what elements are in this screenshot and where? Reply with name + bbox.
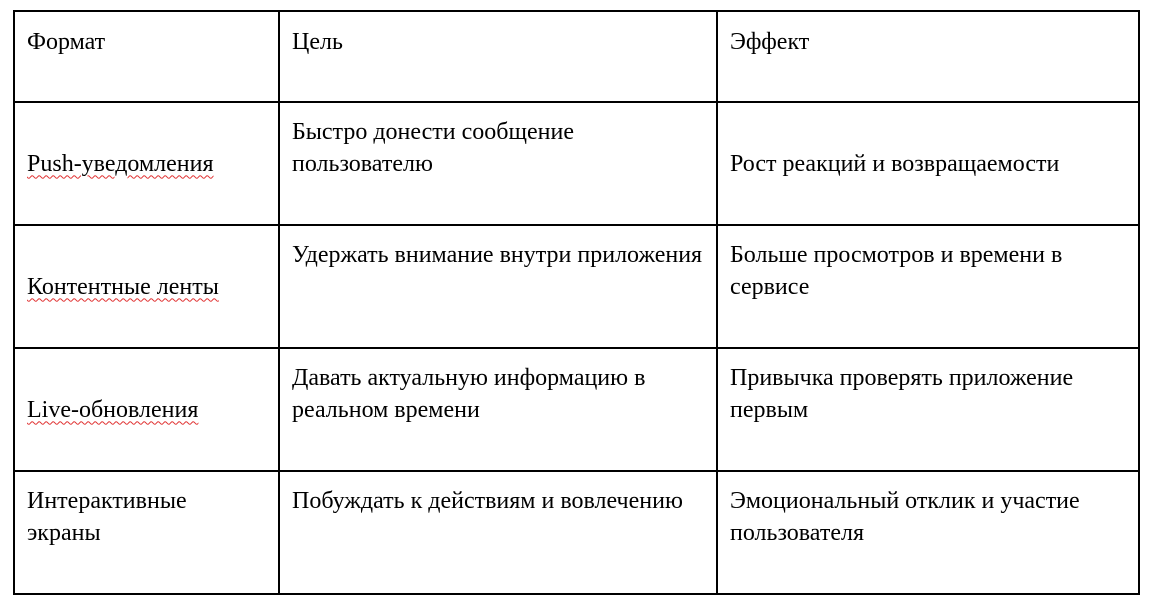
format-text: Live-обновления (27, 396, 199, 423)
effect-cell: Привычка проверять приложение первым (717, 348, 1139, 471)
table-row (14, 102, 1139, 225)
goal-cell: Удержать внимание внутри приложения (279, 225, 717, 348)
goal-cell: Побуждать к действиям и вовлечению (279, 471, 717, 594)
goal-cell: Быстро донести сообщение пользователю (279, 102, 717, 225)
format-goal-effect-table (13, 10, 1140, 595)
effect-text: Рост реакций и возвращаемости (730, 150, 1060, 177)
header-cell-goal: Цель (279, 11, 717, 102)
effect-cell (717, 102, 1139, 225)
goal-cell: Давать актуальную информацию в реальном времени (279, 348, 717, 471)
format-cell: Интерактивные экраны (14, 471, 279, 594)
table-row (14, 348, 1139, 471)
format-cell (14, 348, 279, 471)
header-cell-format: Формат (14, 11, 279, 102)
format-text: Контентные ленты (27, 273, 219, 300)
table-row (14, 471, 1139, 594)
table-row (14, 225, 1139, 348)
format-cell (14, 225, 279, 348)
effect-cell: Эмоциональный отклик и участие пользователя (717, 471, 1139, 594)
format-text: Push-уведомления (27, 150, 214, 177)
header-cell-effect: Эффект (717, 11, 1139, 102)
effect-cell: Больше просмотров и времени в сервисе (717, 225, 1139, 348)
format-cell (14, 102, 279, 225)
table-header-row (14, 11, 1139, 102)
